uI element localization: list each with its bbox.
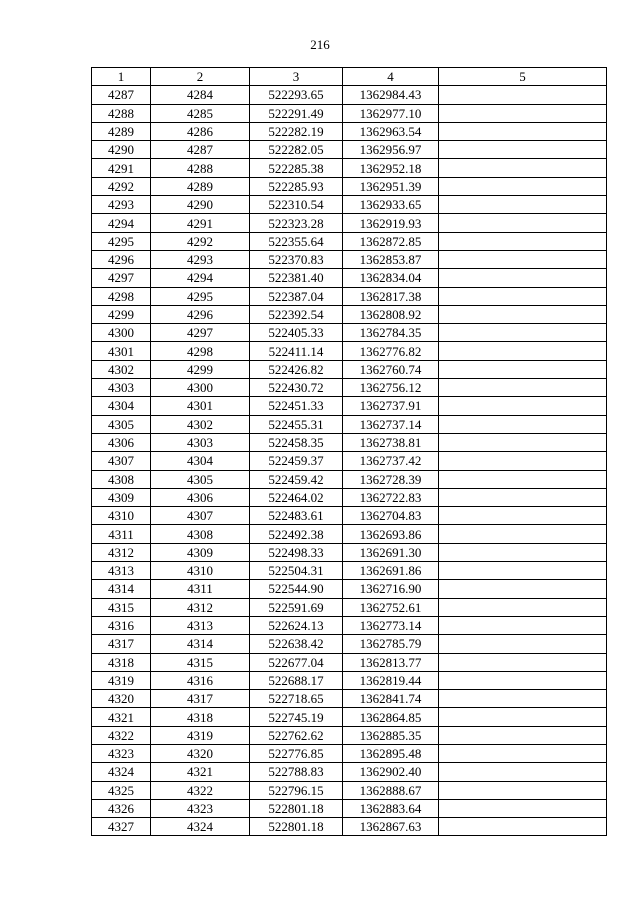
point-number-cell: 4311 — [92, 525, 151, 543]
x-coordinate-cell: 522544.90 — [250, 580, 343, 598]
point-number-cell: 4323 — [92, 744, 151, 762]
x-coordinate-cell: 522387.04 — [250, 287, 343, 305]
point-number-cell: 4306 — [92, 433, 151, 451]
x-coordinate-cell: 522745.19 — [250, 708, 343, 726]
table-row — [92, 763, 607, 781]
note-cell — [439, 324, 607, 342]
x-coordinate-cell: 522458.35 — [250, 433, 343, 451]
x-coordinate-cell: 522492.38 — [250, 525, 343, 543]
table-row — [92, 342, 607, 360]
table-header-row — [92, 68, 607, 86]
reference-number-cell: 4297 — [151, 324, 250, 342]
point-number-cell: 4313 — [92, 562, 151, 580]
point-number-cell: 4301 — [92, 342, 151, 360]
note-cell — [439, 287, 607, 305]
y-coordinate-cell: 1362737.42 — [343, 452, 439, 470]
x-coordinate-cell: 522677.04 — [250, 653, 343, 671]
table-row — [92, 781, 607, 799]
point-number-cell: 4294 — [92, 214, 151, 232]
reference-number-cell: 4294 — [151, 269, 250, 287]
x-coordinate-cell: 522498.33 — [250, 543, 343, 561]
note-cell — [439, 635, 607, 653]
y-coordinate-cell: 1362872.85 — [343, 232, 439, 250]
point-number-cell: 4287 — [92, 86, 151, 104]
x-coordinate-cell: 522638.42 — [250, 635, 343, 653]
note-cell — [439, 744, 607, 762]
x-coordinate-cell: 522323.28 — [250, 214, 343, 232]
point-number-cell: 4289 — [92, 122, 151, 140]
x-coordinate-cell: 522291.49 — [250, 104, 343, 122]
reference-number-cell: 4324 — [151, 818, 250, 836]
y-coordinate-cell: 1362867.63 — [343, 818, 439, 836]
reference-number-cell: 4316 — [151, 671, 250, 689]
note-cell — [439, 690, 607, 708]
point-number-cell: 4321 — [92, 708, 151, 726]
point-number-cell: 4320 — [92, 690, 151, 708]
point-number-cell: 4303 — [92, 379, 151, 397]
reference-number-cell: 4288 — [151, 159, 250, 177]
table-row — [92, 159, 607, 177]
y-coordinate-cell: 1362716.90 — [343, 580, 439, 598]
note-cell — [439, 104, 607, 122]
table-row — [92, 196, 607, 214]
point-number-cell: 4317 — [92, 635, 151, 653]
coordinates-table — [91, 67, 607, 836]
reference-number-cell: 4299 — [151, 360, 250, 378]
point-number-cell: 4293 — [92, 196, 151, 214]
x-coordinate-cell: 522483.61 — [250, 507, 343, 525]
note-cell — [439, 616, 607, 634]
y-coordinate-cell: 1362691.86 — [343, 562, 439, 580]
reference-number-cell: 4290 — [151, 196, 250, 214]
x-coordinate-cell: 522776.85 — [250, 744, 343, 762]
y-coordinate-cell: 1362984.43 — [343, 86, 439, 104]
note-cell — [439, 525, 607, 543]
table-row — [92, 86, 607, 104]
x-coordinate-cell: 522381.40 — [250, 269, 343, 287]
table-row — [92, 287, 607, 305]
point-number-cell: 4291 — [92, 159, 151, 177]
reference-number-cell: 4315 — [151, 653, 250, 671]
x-coordinate-cell: 522310.54 — [250, 196, 343, 214]
y-coordinate-cell: 1362728.39 — [343, 470, 439, 488]
note-cell — [439, 818, 607, 836]
y-coordinate-cell: 1362752.61 — [343, 598, 439, 616]
reference-number-cell: 4295 — [151, 287, 250, 305]
table-row — [92, 214, 607, 232]
point-number-cell: 4307 — [92, 452, 151, 470]
note-cell — [439, 470, 607, 488]
y-coordinate-cell: 1362784.35 — [343, 324, 439, 342]
table-row — [92, 507, 607, 525]
y-coordinate-cell: 1362888.67 — [343, 781, 439, 799]
point-number-cell: 4327 — [92, 818, 151, 836]
y-coordinate-cell: 1362691.30 — [343, 543, 439, 561]
point-number-cell: 4310 — [92, 507, 151, 525]
y-coordinate-cell: 1362760.74 — [343, 360, 439, 378]
note-cell — [439, 177, 607, 195]
table-row — [92, 232, 607, 250]
note-cell — [439, 543, 607, 561]
x-coordinate-cell: 522285.38 — [250, 159, 343, 177]
y-coordinate-cell: 1362737.14 — [343, 415, 439, 433]
table-row — [92, 726, 607, 744]
note-cell — [439, 379, 607, 397]
column-header-4: 4 — [343, 68, 439, 86]
y-coordinate-cell: 1362956.97 — [343, 141, 439, 159]
reference-number-cell: 4302 — [151, 415, 250, 433]
y-coordinate-cell: 1362773.14 — [343, 616, 439, 634]
note-cell — [439, 433, 607, 451]
reference-number-cell: 4301 — [151, 397, 250, 415]
table-row — [92, 470, 607, 488]
x-coordinate-cell: 522293.65 — [250, 86, 343, 104]
y-coordinate-cell: 1362808.92 — [343, 305, 439, 323]
y-coordinate-cell: 1362933.65 — [343, 196, 439, 214]
column-header-1: 1 — [92, 68, 151, 86]
x-coordinate-cell: 522459.42 — [250, 470, 343, 488]
x-coordinate-cell: 522282.05 — [250, 141, 343, 159]
reference-number-cell: 4319 — [151, 726, 250, 744]
table-row — [92, 397, 607, 415]
note-cell — [439, 671, 607, 689]
point-number-cell: 4295 — [92, 232, 151, 250]
note-cell — [439, 726, 607, 744]
note-cell — [439, 708, 607, 726]
table-row — [92, 433, 607, 451]
note-cell — [439, 342, 607, 360]
reference-number-cell: 4292 — [151, 232, 250, 250]
reference-number-cell: 4313 — [151, 616, 250, 634]
reference-number-cell: 4307 — [151, 507, 250, 525]
point-number-cell: 4325 — [92, 781, 151, 799]
y-coordinate-cell: 1362756.12 — [343, 379, 439, 397]
column-header-2: 2 — [151, 68, 250, 86]
note-cell — [439, 250, 607, 268]
table-row — [92, 671, 607, 689]
x-coordinate-cell: 522688.17 — [250, 671, 343, 689]
point-number-cell: 4308 — [92, 470, 151, 488]
reference-number-cell: 4322 — [151, 781, 250, 799]
y-coordinate-cell: 1362895.48 — [343, 744, 439, 762]
reference-number-cell: 4311 — [151, 580, 250, 598]
point-number-cell: 4322 — [92, 726, 151, 744]
point-number-cell: 4315 — [92, 598, 151, 616]
table-row — [92, 653, 607, 671]
point-number-cell: 4297 — [92, 269, 151, 287]
note-cell — [439, 141, 607, 159]
point-number-cell: 4326 — [92, 799, 151, 817]
y-coordinate-cell: 1362885.35 — [343, 726, 439, 744]
note-cell — [439, 122, 607, 140]
y-coordinate-cell: 1362902.40 — [343, 763, 439, 781]
point-number-cell: 4300 — [92, 324, 151, 342]
note-cell — [439, 580, 607, 598]
table-row — [92, 104, 607, 122]
table-row — [92, 635, 607, 653]
table-row — [92, 141, 607, 159]
table-row — [92, 818, 607, 836]
table-row — [92, 452, 607, 470]
point-number-cell: 4319 — [92, 671, 151, 689]
x-coordinate-cell: 522285.93 — [250, 177, 343, 195]
reference-number-cell: 4305 — [151, 470, 250, 488]
note-cell — [439, 86, 607, 104]
reference-number-cell: 4293 — [151, 250, 250, 268]
table-row — [92, 415, 607, 433]
y-coordinate-cell: 1362693.86 — [343, 525, 439, 543]
note-cell — [439, 159, 607, 177]
point-number-cell: 4309 — [92, 488, 151, 506]
reference-number-cell: 4306 — [151, 488, 250, 506]
reference-number-cell: 4310 — [151, 562, 250, 580]
point-number-cell: 4304 — [92, 397, 151, 415]
reference-number-cell: 4289 — [151, 177, 250, 195]
y-coordinate-cell: 1362883.64 — [343, 799, 439, 817]
point-number-cell: 4296 — [92, 250, 151, 268]
x-coordinate-cell: 522411.14 — [250, 342, 343, 360]
table-row — [92, 488, 607, 506]
x-coordinate-cell: 522464.02 — [250, 488, 343, 506]
page-number: 216 — [310, 37, 330, 52]
note-cell — [439, 598, 607, 616]
point-number-cell: 4305 — [92, 415, 151, 433]
reference-number-cell: 4284 — [151, 86, 250, 104]
point-number-cell: 4324 — [92, 763, 151, 781]
note-cell — [439, 799, 607, 817]
point-number-cell: 4299 — [92, 305, 151, 323]
note-cell — [439, 196, 607, 214]
x-coordinate-cell: 522796.15 — [250, 781, 343, 799]
x-coordinate-cell: 522801.18 — [250, 799, 343, 817]
x-coordinate-cell: 522459.37 — [250, 452, 343, 470]
reference-number-cell: 4320 — [151, 744, 250, 762]
x-coordinate-cell: 522426.82 — [250, 360, 343, 378]
reference-number-cell: 4312 — [151, 598, 250, 616]
table-row — [92, 598, 607, 616]
table-row — [92, 543, 607, 561]
point-number-cell: 4288 — [92, 104, 151, 122]
note-cell — [439, 360, 607, 378]
x-coordinate-cell: 522392.54 — [250, 305, 343, 323]
note-cell — [439, 397, 607, 415]
point-number-cell: 4314 — [92, 580, 151, 598]
point-number-cell: 4302 — [92, 360, 151, 378]
x-coordinate-cell: 522624.13 — [250, 616, 343, 634]
table-row — [92, 379, 607, 397]
table-row — [92, 580, 607, 598]
x-coordinate-cell: 522282.19 — [250, 122, 343, 140]
y-coordinate-cell: 1362841.74 — [343, 690, 439, 708]
y-coordinate-cell: 1362977.10 — [343, 104, 439, 122]
note-cell — [439, 763, 607, 781]
reference-number-cell: 4298 — [151, 342, 250, 360]
reference-number-cell: 4300 — [151, 379, 250, 397]
y-coordinate-cell: 1362722.83 — [343, 488, 439, 506]
reference-number-cell: 4291 — [151, 214, 250, 232]
x-coordinate-cell: 522718.65 — [250, 690, 343, 708]
note-cell — [439, 232, 607, 250]
y-coordinate-cell: 1362919.93 — [343, 214, 439, 232]
table-row — [92, 305, 607, 323]
point-number-cell: 4290 — [92, 141, 151, 159]
y-coordinate-cell: 1362785.79 — [343, 635, 439, 653]
table-row — [92, 799, 607, 817]
table-row — [92, 562, 607, 580]
reference-number-cell: 4323 — [151, 799, 250, 817]
note-cell — [439, 507, 607, 525]
x-coordinate-cell: 522788.83 — [250, 763, 343, 781]
y-coordinate-cell: 1362853.87 — [343, 250, 439, 268]
column-header-3: 3 — [250, 68, 343, 86]
x-coordinate-cell: 522405.33 — [250, 324, 343, 342]
y-coordinate-cell: 1362951.39 — [343, 177, 439, 195]
x-coordinate-cell: 522355.64 — [250, 232, 343, 250]
point-number-cell: 4318 — [92, 653, 151, 671]
note-cell — [439, 781, 607, 799]
reference-number-cell: 4303 — [151, 433, 250, 451]
y-coordinate-cell: 1362817.38 — [343, 287, 439, 305]
y-coordinate-cell: 1362776.82 — [343, 342, 439, 360]
table-row — [92, 616, 607, 634]
x-coordinate-cell: 522504.31 — [250, 562, 343, 580]
table-body — [92, 86, 607, 836]
reference-number-cell: 4285 — [151, 104, 250, 122]
x-coordinate-cell: 522430.72 — [250, 379, 343, 397]
table-row — [92, 744, 607, 762]
reference-number-cell: 4321 — [151, 763, 250, 781]
table-row — [92, 525, 607, 543]
x-coordinate-cell: 522762.62 — [250, 726, 343, 744]
point-number-cell: 4312 — [92, 543, 151, 561]
reference-number-cell: 4287 — [151, 141, 250, 159]
y-coordinate-cell: 1362819.44 — [343, 671, 439, 689]
reference-number-cell: 4304 — [151, 452, 250, 470]
note-cell — [439, 653, 607, 671]
note-cell — [439, 415, 607, 433]
point-number-cell: 4298 — [92, 287, 151, 305]
note-cell — [439, 214, 607, 232]
reference-number-cell: 4314 — [151, 635, 250, 653]
table-row — [92, 690, 607, 708]
y-coordinate-cell: 1362963.54 — [343, 122, 439, 140]
column-header-5: 5 — [439, 68, 607, 86]
y-coordinate-cell: 1362813.77 — [343, 653, 439, 671]
point-number-cell: 4292 — [92, 177, 151, 195]
x-coordinate-cell: 522451.33 — [250, 397, 343, 415]
reference-number-cell: 4318 — [151, 708, 250, 726]
note-cell — [439, 488, 607, 506]
table-row — [92, 324, 607, 342]
x-coordinate-cell: 522591.69 — [250, 598, 343, 616]
y-coordinate-cell: 1362834.04 — [343, 269, 439, 287]
reference-number-cell: 4317 — [151, 690, 250, 708]
note-cell — [439, 269, 607, 287]
y-coordinate-cell: 1362737.91 — [343, 397, 439, 415]
y-coordinate-cell: 1362704.83 — [343, 507, 439, 525]
x-coordinate-cell: 522801.18 — [250, 818, 343, 836]
table-row — [92, 360, 607, 378]
y-coordinate-cell: 1362738.81 — [343, 433, 439, 451]
y-coordinate-cell: 1362952.18 — [343, 159, 439, 177]
note-cell — [439, 305, 607, 323]
reference-number-cell: 4308 — [151, 525, 250, 543]
point-number-cell: 4316 — [92, 616, 151, 634]
table-row — [92, 122, 607, 140]
note-cell — [439, 452, 607, 470]
x-coordinate-cell: 522370.83 — [250, 250, 343, 268]
table-row — [92, 177, 607, 195]
table-row — [92, 708, 607, 726]
y-coordinate-cell: 1362864.85 — [343, 708, 439, 726]
note-cell — [439, 562, 607, 580]
reference-number-cell: 4296 — [151, 305, 250, 323]
reference-number-cell: 4309 — [151, 543, 250, 561]
table-row — [92, 269, 607, 287]
reference-number-cell: 4286 — [151, 122, 250, 140]
table-row — [92, 250, 607, 268]
x-coordinate-cell: 522455.31 — [250, 415, 343, 433]
